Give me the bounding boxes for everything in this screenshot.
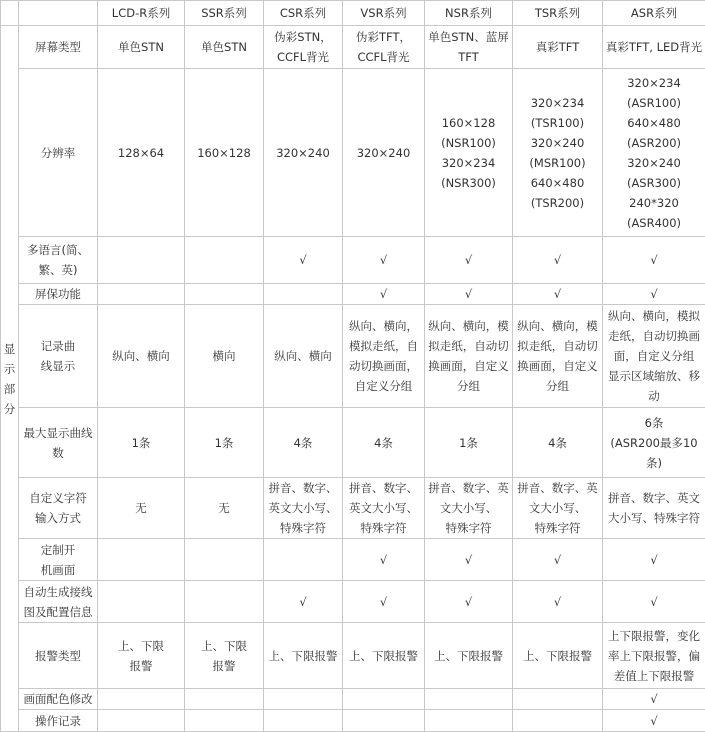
cell-line: 320×240 — [266, 143, 340, 163]
cell-line: 输入方式 — [21, 508, 95, 528]
table-cell — [98, 710, 185, 732]
table-cell — [343, 69, 425, 237]
cell-line: 机画面 — [21, 560, 95, 580]
table-cell — [264, 689, 343, 710]
cell-line: 报警 — [100, 656, 182, 676]
table-cell — [98, 478, 185, 539]
cell-line: √ — [427, 550, 510, 570]
cell-line: √ — [427, 250, 510, 270]
cell-line: 4条 — [345, 433, 422, 453]
table-cell — [185, 710, 264, 732]
cell-line: 繁、英) — [21, 260, 95, 280]
cell-line: 特殊字符 — [345, 518, 422, 538]
cell-line: 160×128 — [187, 143, 261, 163]
table-cell — [603, 408, 705, 478]
cell-line: 拼音、数字、 — [345, 478, 422, 498]
table-cell — [513, 284, 603, 305]
cell-line: (TSR100) — [515, 113, 600, 133]
table-row — [1, 539, 705, 581]
cell-line: 伪彩STN， — [266, 27, 340, 47]
cell-line: 数 — [21, 443, 95, 463]
table-cell — [343, 237, 425, 284]
column-header: TSR系列 — [513, 1, 603, 26]
cell-line: 画面配色修改 — [21, 689, 95, 709]
cell-line: 自定义字符 — [21, 488, 95, 508]
cell-line: 4条 — [266, 433, 340, 453]
section-label-cell — [1, 26, 19, 732]
cell-line: 320×240 — [605, 153, 703, 173]
cell-line: 屏幕类型 — [21, 37, 95, 57]
cell-line: 6条 — [605, 413, 703, 433]
cell-line: 条) — [605, 453, 703, 473]
feature-label — [19, 237, 98, 284]
cell-line: (ASR200) — [605, 133, 703, 153]
cell-line: √ — [515, 250, 600, 270]
table-cell — [264, 408, 343, 478]
table-cell — [264, 623, 343, 689]
table-cell — [513, 581, 603, 623]
table-cell — [603, 710, 705, 732]
cell-line: 特殊字符 — [515, 518, 600, 538]
cell-line: 640×480 — [515, 173, 600, 193]
table-cell — [98, 284, 185, 305]
table-cell — [264, 305, 343, 408]
table-cell — [185, 539, 264, 581]
column-header: CSR系列 — [264, 1, 343, 26]
table-cell — [513, 237, 603, 284]
table-cell — [425, 237, 513, 284]
cell-line: 换画面，自定义 — [427, 356, 510, 376]
cell-line: 分组 — [427, 376, 510, 396]
feature-label — [19, 69, 98, 237]
cell-line: (ASR100) — [605, 93, 703, 113]
table-cell — [425, 408, 513, 478]
table-cell — [185, 237, 264, 284]
cell-line: 真彩TFT — [515, 37, 600, 57]
table-cell — [425, 305, 513, 408]
cell-line: 文大小写、 — [515, 498, 600, 518]
cell-line: 差值上下限报警 — [605, 666, 703, 686]
table-cell — [343, 305, 425, 408]
cell-line: 分组 — [515, 376, 600, 396]
cell-line: 最大显示曲线 — [21, 423, 95, 443]
table-cell — [264, 26, 343, 69]
table-row — [1, 69, 705, 237]
table-cell — [98, 408, 185, 478]
cell-line: 特殊字符 — [427, 518, 510, 538]
cell-line: √ — [605, 250, 703, 270]
table-cell — [98, 305, 185, 408]
cell-line: 单色STN — [100, 37, 182, 57]
cell-line: √ — [515, 284, 600, 304]
cell-line: √ — [345, 592, 422, 612]
cell-line: 4条 — [515, 433, 600, 453]
feature-label — [19, 710, 98, 732]
cell-line: 上、下限报警 — [515, 646, 600, 666]
table-row — [1, 478, 705, 539]
table-cell — [185, 689, 264, 710]
cell-line: 640×480 — [605, 113, 703, 133]
table-cell — [513, 539, 603, 581]
cell-line: 屏保功能 — [21, 284, 95, 304]
feature-label — [19, 539, 98, 581]
cell-line: 报警类型 — [21, 646, 95, 666]
cell-line: √ — [345, 250, 422, 270]
table-cell — [603, 284, 705, 305]
table-cell — [343, 478, 425, 539]
cell-line: 上、下限 — [187, 636, 261, 656]
table-cell — [603, 623, 705, 689]
cell-line: √ — [515, 592, 600, 612]
cell-line: 上、下限报警 — [266, 646, 340, 666]
cell-line: 无 — [100, 498, 182, 518]
cell-line: 特殊字符 — [266, 518, 340, 538]
table-cell — [425, 478, 513, 539]
cell-line: CCFL背光 — [266, 47, 340, 67]
table-cell — [603, 689, 705, 710]
table-cell — [98, 581, 185, 623]
table-cell — [264, 539, 343, 581]
cell-line: 上、下限 — [100, 636, 182, 656]
cell-line: 走纸，自动切换画 — [605, 326, 703, 346]
feature-label — [19, 623, 98, 689]
table-body — [1, 1, 705, 732]
feature-label — [19, 284, 98, 305]
cell-line: 英文大小写、 — [345, 498, 422, 518]
table-cell — [425, 581, 513, 623]
cell-line: 分辨率 — [21, 143, 95, 163]
table-cell — [264, 237, 343, 284]
table-cell — [185, 478, 264, 539]
cell-line: 160×128 — [427, 113, 510, 133]
cell-line: 单色STN — [187, 37, 261, 57]
table-cell — [603, 305, 705, 408]
feature-label — [19, 581, 98, 623]
cell-line: √ — [345, 284, 422, 304]
cell-line: 拼音、数字、英 — [427, 478, 510, 498]
column-header: LCD-R系列 — [98, 1, 185, 26]
cell-line: TFT — [427, 47, 510, 67]
table-cell — [185, 69, 264, 237]
feature-label — [19, 305, 98, 408]
cell-line: √ — [605, 284, 703, 304]
cell-line: 320×234 — [605, 73, 703, 93]
table-cell — [98, 237, 185, 284]
cell-line: (ASR300) — [605, 173, 703, 193]
cell-line: 1条 — [427, 433, 510, 453]
table-cell — [343, 623, 425, 689]
cell-line: (ASR200最多10 — [605, 433, 703, 453]
cell-line: 拼音、数字、英文 — [605, 488, 703, 508]
table-cell — [513, 689, 603, 710]
cell-line: √ — [605, 711, 703, 731]
table-cell — [603, 539, 705, 581]
cell-line: 无 — [187, 498, 261, 518]
table-cell — [98, 69, 185, 237]
cell-line: 显示区域缩放、移 — [605, 366, 703, 386]
table-cell — [425, 539, 513, 581]
cell-line: √ — [515, 550, 600, 570]
cell-line: 操作记录 — [21, 711, 95, 731]
table-cell — [603, 69, 705, 237]
cell-line: √ — [427, 284, 510, 304]
table-row — [1, 710, 705, 732]
cell-line: 率上下限报警，偏 — [605, 646, 703, 666]
cell-line: 动 — [605, 386, 703, 406]
table-cell — [264, 478, 343, 539]
header-row — [1, 1, 705, 26]
table-row — [1, 408, 705, 478]
cell-line: 纵向、横向 — [266, 346, 340, 366]
cell-line: 拼音、数字、 — [266, 478, 340, 498]
table-cell — [343, 408, 425, 478]
cell-line: 文大小写、 — [427, 498, 510, 518]
feature-label — [19, 408, 98, 478]
cell-line: 纵向、横向 — [100, 346, 182, 366]
table-row — [1, 305, 705, 408]
cell-line: √ — [266, 250, 340, 270]
cell-line: 多语言(简、 — [21, 240, 95, 260]
table-cell — [513, 710, 603, 732]
table-cell — [343, 539, 425, 581]
table-cell — [264, 69, 343, 237]
cell-line: 240*320 — [605, 193, 703, 213]
cell-line: 报警 — [187, 656, 261, 676]
table-cell — [513, 26, 603, 69]
cell-line: 上、下限报警 — [345, 646, 422, 666]
cell-line: 自动生成接线 — [21, 582, 95, 602]
cell-line: 伪彩TFT， — [345, 27, 422, 47]
cell-line: √ — [266, 592, 340, 612]
section-label: 显示部分 — [4, 339, 16, 419]
cell-line: 纵向、横向，模 — [427, 316, 510, 336]
table-cell — [185, 284, 264, 305]
cell-line: √ — [605, 592, 703, 612]
cell-line: √ — [605, 689, 703, 709]
cell-line: 英文大小写、 — [266, 498, 340, 518]
cell-line: 真彩TFT, LED背光 — [605, 37, 703, 57]
table-cell — [425, 69, 513, 237]
table-cell — [603, 581, 705, 623]
cell-line: 拟走纸，自动切 — [515, 336, 600, 356]
table-cell — [98, 623, 185, 689]
cell-line: (NSR100) — [427, 133, 510, 153]
cell-line: 自定义分组 — [345, 376, 422, 396]
cell-line: (TSR200) — [515, 193, 600, 213]
cell-line: 纵向、横向， — [345, 316, 422, 336]
cell-line: 拼音、数字、英 — [515, 478, 600, 498]
table-cell — [343, 26, 425, 69]
cell-line: 拟走纸，自动切 — [427, 336, 510, 356]
cell-line: (NSR300) — [427, 173, 510, 193]
column-header: VSR系列 — [343, 1, 425, 26]
table-cell — [185, 305, 264, 408]
cell-line: 320×234 — [515, 93, 600, 113]
column-header: ASR系列 — [603, 1, 705, 26]
corner-cell — [19, 1, 98, 26]
table-cell — [343, 284, 425, 305]
table-cell — [343, 689, 425, 710]
table-cell — [425, 710, 513, 732]
table-cell — [343, 710, 425, 732]
cell-line: √ — [427, 592, 510, 612]
cell-line: 1条 — [187, 433, 261, 453]
cell-line: 纵向、横向，模 — [515, 316, 600, 336]
cell-line: 大小写、特殊字符 — [605, 508, 703, 528]
table-row — [1, 623, 705, 689]
column-header: SSR系列 — [185, 1, 264, 26]
table-cell — [264, 581, 343, 623]
cell-line: 换画面，自定义 — [515, 356, 600, 376]
table-cell — [185, 26, 264, 69]
table-cell — [603, 478, 705, 539]
table-row — [1, 237, 705, 284]
cell-line: 上下限报警，变化 — [605, 626, 703, 646]
table-cell — [425, 689, 513, 710]
table-cell — [98, 539, 185, 581]
cell-line: 1条 — [100, 433, 182, 453]
table-cell — [513, 478, 603, 539]
cell-line: CCFL背光 — [345, 47, 422, 67]
table-cell — [264, 284, 343, 305]
table-cell — [513, 305, 603, 408]
cell-line: 记录曲 — [21, 336, 95, 356]
feature-label — [19, 689, 98, 710]
table-cell — [513, 623, 603, 689]
cell-line: 320×240 — [345, 143, 422, 163]
table-cell — [98, 689, 185, 710]
table-cell — [98, 26, 185, 69]
cell-line: 320×234 — [427, 153, 510, 173]
table-cell — [603, 237, 705, 284]
cell-line: √ — [345, 550, 422, 570]
table-row — [1, 26, 705, 69]
cell-line: 线显示 — [21, 356, 95, 376]
cell-line: 横向 — [187, 346, 261, 366]
table-cell — [425, 623, 513, 689]
table-row — [1, 581, 705, 623]
table-cell — [343, 581, 425, 623]
table-cell — [513, 408, 603, 478]
cell-line: 模拟走纸，自 — [345, 336, 422, 356]
table-cell — [264, 710, 343, 732]
cell-line: 上、下限报警 — [427, 646, 510, 666]
corner-cell — [1, 1, 19, 26]
cell-line: 128×64 — [100, 143, 182, 163]
cell-line: 动切换画面， — [345, 356, 422, 376]
table-row — [1, 284, 705, 305]
table-cell — [185, 623, 264, 689]
cell-line: 纵向、横向，模拟 — [605, 306, 703, 326]
cell-line: √ — [605, 550, 703, 570]
table-cell — [425, 284, 513, 305]
feature-label — [19, 26, 98, 69]
table-cell — [425, 26, 513, 69]
cell-line: (MSR100) — [515, 153, 600, 173]
cell-line: 320×240 — [515, 133, 600, 153]
table-cell — [513, 69, 603, 237]
cell-line: 图及配置信息 — [21, 602, 95, 622]
table-row — [1, 689, 705, 710]
column-header: NSR系列 — [425, 1, 513, 26]
cell-line: (ASR400) — [605, 213, 703, 233]
feature-label — [19, 478, 98, 539]
cell-line: 面，自定义分组 — [605, 346, 703, 366]
cell-line: 单色STN、蓝屏 — [427, 27, 510, 47]
table-cell — [185, 581, 264, 623]
table-cell — [603, 26, 705, 69]
cell-line: 定制开 — [21, 540, 95, 560]
table-cell — [185, 408, 264, 478]
